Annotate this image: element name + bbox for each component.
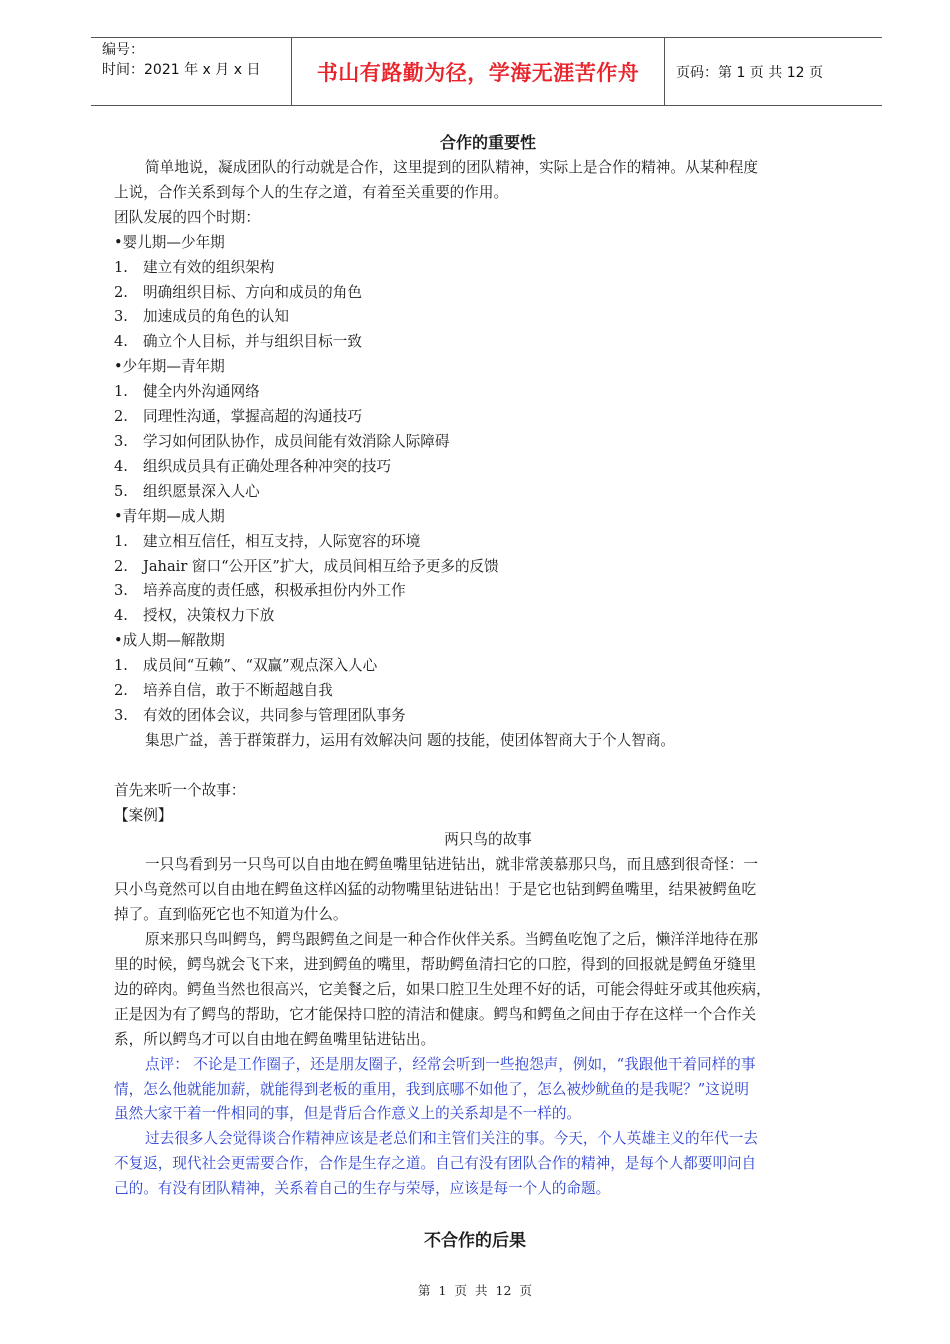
- document-time-label: 时间：2021 年 x 月 x 日: [102, 62, 261, 78]
- summary-paragraph: 集思广益，善于群策群力，运用有效解决问 题的技能，使团体智商大于个人智商。: [145, 731, 676, 749]
- story-title: 两只鸟的故事: [444, 831, 532, 849]
- intro-paragraph-line: 简单地说，凝成团队的行动就是合作，这里提到的团队精神，实际上是合作的精神。从某种程度: [145, 159, 758, 176]
- stage-item: 4. 确立个人目标，并与组织目标一致: [114, 333, 362, 351]
- header-motto-cell: [292, 38, 665, 105]
- story-intro: 首先来听一个故事：: [114, 781, 246, 799]
- stage-block: [114, 505, 862, 630]
- stage-title: •少年期—青年期: [114, 358, 225, 376]
- stage-item: 3. 培养高度的责任感，积极承担份内外工作: [114, 582, 406, 600]
- stage-block: [114, 629, 862, 729]
- stage-item: 2. 培养自信，敢于不断超越自我: [114, 682, 333, 700]
- header-meta: [91, 38, 292, 105]
- intro-paragraph-line: 上说，合作关系到每个人的生存之道，有着至关重要的作用。: [114, 183, 509, 201]
- header-page-number: 页码：第 1 页 共 12 页: [676, 64, 823, 81]
- stage-item: 3. 有效的团体会议，共同参与管理团队事务: [114, 706, 406, 724]
- stage-item: 1. 建立相互信任，相互支持，人际宽容的环境: [114, 532, 421, 550]
- stage-title: •成人期—解散期: [114, 632, 225, 650]
- comment-paragraph: 点评： 不论是工作圈子，还是朋友圈子，经常会听到一些抱怨声，例如，“我跟他干着同样的事 情，怎么他就能加薪，就能得到老板的重用，我到底哪不如他了，怎么被炒鱿鱼的是我呢？”这说明 虽然大家干着一件相同的事，但是背后合作意义上的关系却是不一样的。: [114, 1055, 756, 1123]
- stage-item: 1. 建立有效的组织架构: [114, 258, 275, 276]
- page-footer: 第 1 页 共 12 页: [418, 1283, 532, 1298]
- stage-item: 1. 健全内外沟通网络: [114, 383, 260, 401]
- document-body: [114, 130, 862, 1202]
- stage-item: 1. 成员间“互赖”、“双赢”观点深入人心: [114, 657, 378, 675]
- section-title-consequences: 不合作的后果: [424, 1231, 526, 1251]
- stage-item: 4. 授权，决策权力下放: [114, 607, 275, 625]
- stage-item: 5. 组织愿景深入人心: [114, 482, 260, 500]
- story-paragraph-2: 原来那只鸟叫鳄鸟，鳄鸟跟鳄鱼之间是一种合作伙伴关系。当鳄鱼吃饱了之后，懒洋洋地待在那 里的时候，鳄鸟就会飞下来，进到鳄鱼的嘴里，帮助鳄鱼清扫它的口腔，得到的回报就是鳄鱼牙缝里 边的碎肉。鳄鱼当然也很高兴，它美餐之后，如果口腔卫生处理不好的话，可能会得蛀牙或其他疾病， 正是因为有了鳄鸟的帮助，它才能保持口腔的清洁和健康。鳄鸟和鳄鱼之间由于存在这样一个合作关 系，所以鳄鸟才可以自由地在鳄鱼嘴里钻进钻出。: [114, 931, 771, 1048]
- stage-item: 2. 明确组织目标、方向和成员的角色: [114, 283, 362, 301]
- document-number-label: 编号：: [102, 42, 144, 58]
- stage-title: •青年期—成人期: [114, 507, 225, 525]
- closing-paragraph: 过去很多人会觉得谈合作精神应该是老总们和主管们关注的事。今天，个人英雄主义的年代一去 不复返，现代社会更需要合作，合作是生存之道。自己有没有团队合作的精神，是每个人都要叩问自 己的。有没有团队精神，关系着自己的生存与荣辱，应该是每一个人的命题。: [114, 1130, 758, 1198]
- stage-item: 3. 加速成员的角色的认知: [114, 308, 289, 326]
- stage-block: [114, 231, 862, 356]
- stage-item: 2. Jahair 窗口“公开区”扩大，成员间相互给予更多的反馈: [114, 557, 499, 575]
- section-title-importance: 合作的重要性: [439, 133, 536, 152]
- header-motto: 书山有路勤为径，学海无涯苦作舟: [316, 60, 640, 85]
- page-header: [91, 37, 882, 106]
- case-label: 【案例】: [114, 806, 173, 824]
- stage-title: •婴儿期—少年期: [114, 233, 225, 251]
- stage-item: 2. 同理性沟通，掌握高超的沟通技巧: [114, 408, 362, 426]
- story-paragraph-1: 一只鸟看到另一只鸟可以自由地在鳄鱼嘴里钻进钻出，就非常羡慕那只鸟，而且感到很奇怪：一 只小鸟竟然可以自由地在鳄鱼这样凶猛的动物嘴里钻进钻出！于是它也钻到鳄鱼嘴里，结果被鳄鱼吃 掉了。直到临死它也不知道为什么。: [114, 856, 758, 924]
- stage-item: 4. 组织成员具有正确处理各种冲突的技巧: [114, 457, 392, 475]
- stage-item: 3. 学习如何团队协作，成员间能有效消除人际障碍: [114, 432, 450, 450]
- stage-block: [114, 355, 862, 504]
- stages-intro: 团队发展的四个时期：: [114, 208, 260, 226]
